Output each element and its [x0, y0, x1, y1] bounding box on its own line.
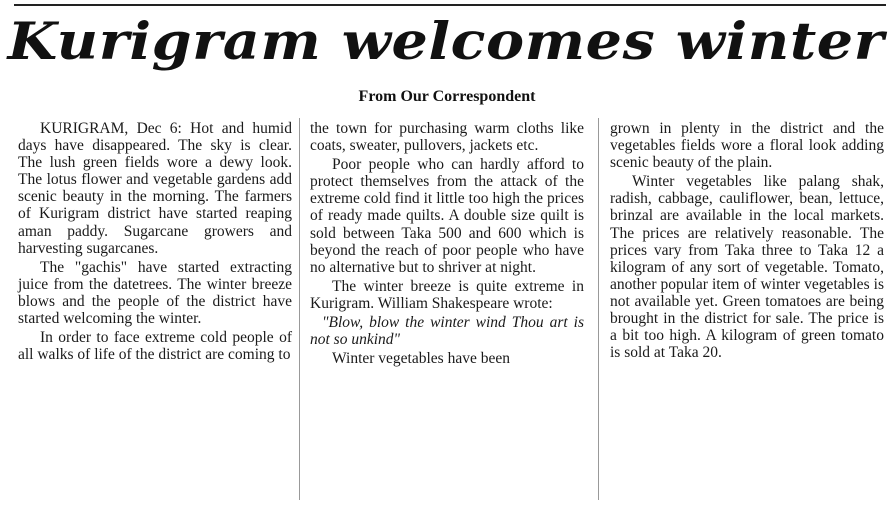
paragraph: The winter breeze is quite extreme in Kurigram. William Shakespeare wrote: — [310, 277, 584, 312]
article-column-1 — [18, 120, 292, 363]
paragraph: Winter vegetables like palang shak, radish, cabbage, cauliflower, bean, lettuce, brinzal are available in the local markets. The prices are relatively reasonable. The prices vary from Taka three to Taka 12 a kilogram of any sort of vegetable. Tomato, another popular item of winter vegetables is not available yet. Green tomatoes are being brought in the district for sale. The price is a bit too high. A kilogram of green tomato is sold at Taka 20. — [610, 173, 884, 362]
article-column-3 — [610, 120, 884, 361]
paragraph: In order to face extreme cold people of all walks of life of the district are coming to — [18, 329, 292, 364]
paragraph: Winter vegetables have been — [332, 350, 510, 368]
byline: From Our Correspondent — [358, 88, 536, 105]
paragraph: The "gachis" have started extracting juice from the datetrees. The winter breeze blows and the people of the district have started welcoming the winter. — [18, 258, 292, 328]
paragraph: grown in plenty in the district and the vegetables fields wore a floral look adding scenic beauty of the plain. — [610, 120, 884, 172]
paragraph: Poor people who can hardly afford to protect themselves from the attack of the extreme cold find it little too high the prices of ready made quilts. A double size quilt is sold between Taka 500 and 600 which is beyond the reach of poor people who have no alternative but to shriver at night. — [310, 156, 584, 276]
paragraph: KURIGRAM, Dec 6: Hot and humid days have disappeared. The sky is clear. The lush green fields wore a dewy look. The lotus flower and vegetable gardens add scenic beauty in the morning. The farmers of Kurigram district have started reaping aman paddy. Sugarcane growers and harvesting sugarcanes. — [18, 120, 292, 257]
column-divider — [598, 118, 599, 500]
paragraph: the town for purchasing warm cloths like coats, sweater, pullovers, jackets etc. — [310, 120, 584, 155]
quote: "Blow, blow the winter wind Thou art is not so unkind" — [310, 314, 584, 349]
headline: Kurigram welcomes winter — [7, 12, 885, 72]
column-divider — [299, 118, 300, 500]
article-column-2 — [310, 120, 584, 367]
